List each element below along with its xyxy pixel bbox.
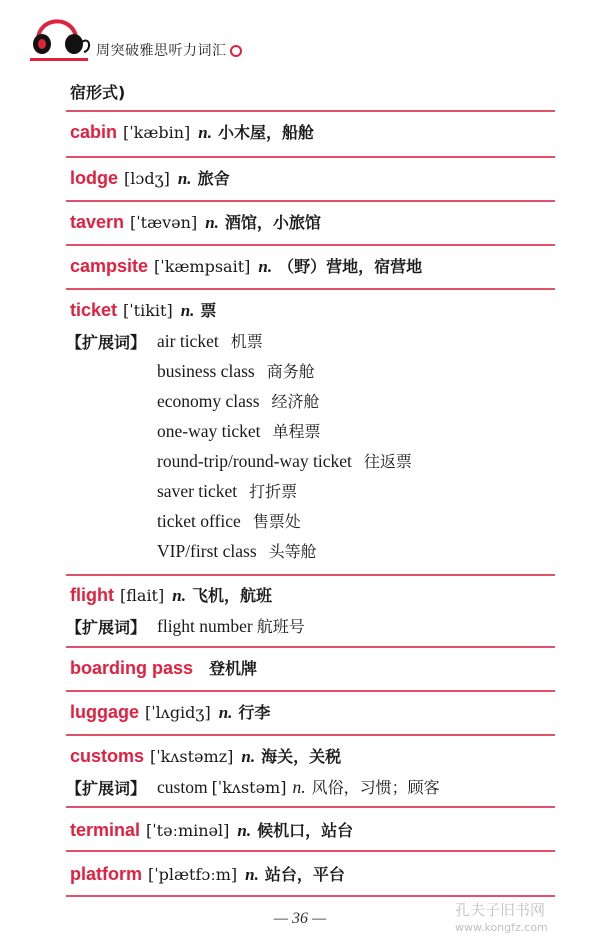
ext-term: VIP/first class xyxy=(157,541,257,561)
divider xyxy=(66,156,555,158)
divider xyxy=(66,690,555,692)
divider xyxy=(66,574,555,576)
ext-term: economy class xyxy=(157,391,260,411)
divider xyxy=(66,110,555,112)
divider xyxy=(66,850,555,852)
headword: platform xyxy=(70,864,142,884)
intro-text: 宿形式) xyxy=(70,83,126,102)
headphones-icon xyxy=(30,6,92,58)
ext-meaning: 头等舱 xyxy=(268,542,317,561)
ext-meaning: 商务舱 xyxy=(266,362,315,381)
entry-lodge xyxy=(70,166,230,189)
phonetic: [ˈkʌstəmz] xyxy=(150,747,234,766)
circle-icon xyxy=(230,45,242,57)
part-of-speech: n. xyxy=(245,865,259,884)
phonetic: [ˈplætfɔːm] xyxy=(148,865,238,884)
definition: 行李 xyxy=(238,703,271,722)
ext-term: business class xyxy=(157,361,255,381)
ext-item xyxy=(157,389,320,412)
divider xyxy=(66,806,555,808)
phonetic: [ˈtikit] xyxy=(123,301,173,320)
ext-item xyxy=(157,479,297,502)
ext-meaning: 打折票 xyxy=(249,482,298,501)
ext-meaning: 航班号 xyxy=(256,617,305,636)
ext-item xyxy=(157,449,412,472)
part-of-speech: n. xyxy=(218,703,233,722)
part-of-speech: n. xyxy=(237,821,252,840)
phonetic: [ˈtævən] xyxy=(130,213,198,232)
watermark-text: 孔夫子旧书网 xyxy=(455,901,546,919)
headword: flight xyxy=(70,585,114,605)
ext-term: round-trip/round-way ticket xyxy=(157,451,352,471)
divider xyxy=(66,244,555,246)
divider xyxy=(66,895,555,897)
entry-ticket xyxy=(70,298,216,321)
divider xyxy=(66,734,555,736)
headword: luggage xyxy=(70,702,140,722)
ext-meaning: 经济舱 xyxy=(271,392,320,411)
ext-part-of-speech: n. xyxy=(292,777,306,797)
definition: 票 xyxy=(200,301,217,320)
watermark xyxy=(455,902,548,936)
part-of-speech: n. xyxy=(172,586,186,605)
definition: 酒馆，小旅馆 xyxy=(224,213,321,232)
part-of-speech: n. xyxy=(198,123,213,142)
phonetic: [flait] xyxy=(119,586,165,605)
divider xyxy=(66,646,555,648)
headword: customs xyxy=(70,746,145,766)
phonetic: [lɔdʒ] xyxy=(124,169,170,188)
page-number: — 36 — xyxy=(273,910,327,927)
part-of-speech: n. xyxy=(205,213,219,232)
entry-cabin xyxy=(70,120,314,143)
header-underline xyxy=(30,58,88,61)
ext-item xyxy=(157,775,440,798)
ext-meaning: 风俗，习惯；顾客 xyxy=(311,778,440,797)
ext-meaning: 单程票 xyxy=(272,422,321,441)
page-header xyxy=(28,6,328,66)
ext-item xyxy=(157,509,301,532)
entry-campsite xyxy=(70,254,422,277)
ext-term: air ticket xyxy=(157,331,219,351)
definition: 旅舍 xyxy=(197,169,230,188)
ext-term: one-way ticket xyxy=(157,421,261,441)
ext-term: saver ticket xyxy=(157,481,238,501)
ext-meaning: 机票 xyxy=(230,332,263,351)
header-title xyxy=(96,40,242,60)
part-of-speech: n. xyxy=(177,169,192,188)
phonetic: [ˈtəːminəl] xyxy=(146,821,230,840)
ext-item xyxy=(157,419,321,442)
headword: ticket xyxy=(70,300,118,320)
ext-item xyxy=(157,359,315,382)
ext-meaning: 售票处 xyxy=(252,512,301,531)
ext-term: flight number xyxy=(157,616,253,636)
definition: 候机口，站台 xyxy=(257,821,354,840)
definition: 站台，平台 xyxy=(264,865,345,884)
part-of-speech: n. xyxy=(180,301,195,320)
definition: 小木屋，船舱 xyxy=(218,123,315,142)
headword: tavern xyxy=(70,212,125,232)
phonetic: [ˈkæbin] xyxy=(123,123,191,142)
extension-label: 【扩展词】 xyxy=(66,333,147,352)
ext-term: custom xyxy=(157,777,208,797)
part-of-speech: n. xyxy=(258,257,273,276)
definition: 登机牌 xyxy=(209,659,258,678)
divider xyxy=(66,288,555,290)
extension-label: 【扩展词】 xyxy=(66,779,147,798)
definition: 飞机，航班 xyxy=(191,586,272,605)
ext-item xyxy=(157,329,263,352)
headword: cabin xyxy=(70,122,118,142)
headword: campsite xyxy=(70,256,149,276)
entry-customs xyxy=(70,744,341,767)
ext-term: ticket office xyxy=(157,511,241,531)
entry-flight xyxy=(70,583,272,606)
watermark-url: www.kongfz.com xyxy=(455,921,548,934)
headword: boarding pass xyxy=(70,658,194,678)
entry-tavern xyxy=(70,210,321,233)
headword: lodge xyxy=(70,168,118,188)
definition: 海关，关税 xyxy=(261,747,342,766)
ext-item xyxy=(157,614,305,637)
entry-platform xyxy=(70,862,345,885)
header-title-text: 周突破雅思听力词汇 xyxy=(96,43,227,59)
ext-item xyxy=(157,539,317,562)
entry-luggage xyxy=(70,700,270,723)
extension-label: 【扩展词】 xyxy=(66,618,147,637)
entry-terminal xyxy=(70,818,353,841)
ext-meaning: 往返票 xyxy=(363,452,412,471)
divider xyxy=(66,200,555,202)
ext-phonetic: [ˈkʌstəm] xyxy=(211,778,287,797)
part-of-speech: n. xyxy=(241,747,256,766)
phonetic: [ˈkæmpsait] xyxy=(154,257,251,276)
definition: （野）营地，宿营地 xyxy=(278,257,423,276)
entry-boarding-pass xyxy=(70,656,257,679)
phonetic: [ˈlʌgidʒ] xyxy=(145,703,211,722)
headword: terminal xyxy=(70,820,141,840)
